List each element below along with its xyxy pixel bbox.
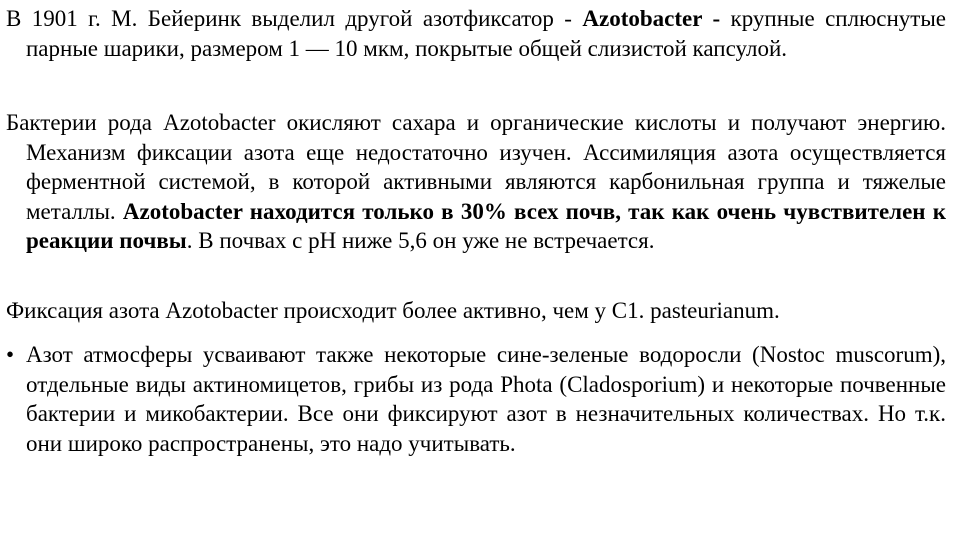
paragraph-fixation-comparison — [6, 296, 946, 326]
bold-term-azotobacter: Azotobacter - — [582, 6, 721, 31]
paragraph-text: В 1901 г. М. Бейеринк выделил другой азотфиксатор - — [6, 6, 583, 31]
paragraph-text: Фиксация азота Azotobacter происходит более активно, чем у С1. pasteurianum. — [6, 298, 780, 323]
bullet-icon: • — [6, 342, 15, 367]
paragraph-text: крупные сплюснутые парные шарики, размером 1 — 10 мкм, покрытые общей слизистой капсулой. — [26, 6, 946, 61]
paragraph-azotobacter-metabolism — [6, 108, 946, 256]
bullet-other-fixers — [6, 340, 946, 458]
paragraph-text: Бактерии рода Azotobacter окисляют сахара и органические кислоты и получают энергию. Механизм фиксации азота еще недостаточно изучен. Ассимиляция азота осуществляется ферментной системой, в которой активными являются карбонильная группа и тяжелые металлы. — [6, 110, 946, 224]
bold-highlight-soil-distribution: Azotobacter находится только в 30% всех почв, так как очень чувствителен к реакции почвы — [26, 198, 946, 253]
paragraph-azotobacter-discovery — [6, 4, 946, 63]
paragraph-text: Азот атмосферы усваивают также некоторые сине-зеленые водоросли (Nostoc muscorum), отдельные виды актиномицетов, грибы из рода Phota (Cladosporium) и некоторые почвенные бактерии и микобактерии. Все они фиксируют азот в незначительных количествах. Но т.к. они широко распространены, это надо учитывать. — [26, 342, 946, 456]
paragraph-text: . В почвах с рН ниже 5,6 он уже не встречается. — [186, 228, 655, 253]
